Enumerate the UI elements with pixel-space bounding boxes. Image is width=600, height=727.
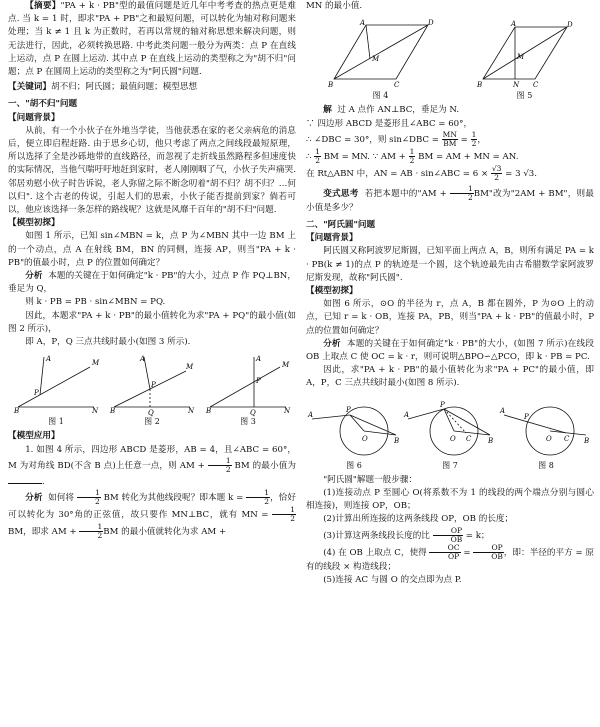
svg-text:P: P — [346, 405, 351, 414]
figure-6-caption: 图 6 — [346, 460, 362, 470]
figure-2 — [110, 353, 194, 428]
analysis-2: 分析 如何将 $\frac{1}{2}$ BM 转化为其他线段呢？即本题 k = $\frac{1}{2}$ ，恰好可以转化为 30°角的正弦值，故只要作 MN⊥BC，就有 MN = $\frac{1}{2}$ BM，即求 AM + $\frac{1}{2}$ BM 的最小值就转化为求 AM + — [8, 488, 296, 541]
svg-text:M: M — [92, 359, 100, 368]
solution-line-4: ∴ $\frac{1}{2}$ BM = MN. ∵ AM + $\frac{1}{2}$ BM = AM + MN = AN. — [306, 146, 519, 165]
svg-text:A: A — [308, 410, 314, 419]
figure-4-diagram — [326, 17, 436, 89]
section-title-apollonius: 二、"阿氏圆"问题 — [306, 220, 376, 231]
solution-line-2: ∵ 四边形 ABCD 是菱形且∠ABC = 60°， — [306, 118, 473, 129]
svg-text:P: P — [34, 389, 39, 398]
fraction-one-half: $\frac{1}{2}$ — [409, 146, 415, 165]
figure-7-caption: 图 7 — [442, 460, 458, 470]
svg-text:D: D — [427, 19, 434, 28]
figure-8-caption: 图 8 — [538, 460, 554, 470]
svg-text:M: M — [516, 53, 524, 62]
svg-text:Q: Q — [250, 409, 256, 418]
fraction-one-half: $\frac{1}{2}$ — [208, 457, 232, 474]
svg-text:A: A — [510, 20, 516, 29]
svg-text:P: P — [151, 381, 156, 390]
svg-text:B: B — [394, 436, 400, 445]
figure-3-diagram — [206, 353, 291, 418]
svg-text:P: P — [440, 400, 445, 409]
right-column — [306, 0, 594, 587]
svg-text:B: B — [327, 81, 333, 90]
mn-line: MN 的最小值. — [306, 1, 363, 11]
background-paragraph: 从前，有一个小伙子在外地当学徒，当他获悉在家的老父亲病危的消息后，便立即启程赶路. 由于思乡心切，他只考虑了两点之间线段最短原理，所以选择了全是沙砾地带的直线路径，而忽视了走折线虽然路程多但速度快的实际情况，当他气喘吁吁地赶到家时，老人刚刚咽了气，小伙子失声痛哭. 邻居劝慰小伙子时告诉说，老人弥留之际不断念叨着"胡不归？胡不归？…何以归". 这个古老的传说，引起人们的思索，小伙子能否提前到家？倘若可以，他应该选择一条怎样的路线呢？这就是风靡千百年的"胡不归"问题. — [8, 125, 296, 216]
figure-4-caption: 图 4 — [372, 91, 389, 101]
svg-text:B: B — [110, 407, 116, 416]
fraction-one-half: $\frac{1}{2}$ — [471, 129, 477, 148]
left-column — [8, 0, 296, 540]
figure-8 — [500, 395, 592, 472]
svg-text:A: A — [140, 355, 146, 364]
svg-text:O: O — [362, 434, 368, 443]
model-label: 【模型初探】 — [8, 218, 60, 229]
model-label-2: 【模型初探】 — [306, 286, 358, 297]
fraction-op-ob: $\frac{OP}{OB}$ — [473, 544, 503, 561]
keywords: 【关键词】胡不归；阿氏圆；最值问题；模型思想 — [8, 82, 198, 93]
fraction-oc-op: $\frac{OC}{OP}$ — [429, 544, 460, 561]
step-2: (2)计算出所连接的这两条线段 OP，OB 的长度； — [323, 514, 514, 525]
svg-text:M: M — [371, 55, 379, 64]
analysis-paragraph-3b: 因此，求"PA + k · PB"的最小值转化为求"PA + PC"的最小值，即 A，P，C 三点共线时最小(如图 8 所示). — [306, 365, 594, 389]
svg-text:B: B — [14, 407, 20, 416]
svg-text:N: N — [92, 407, 99, 416]
svg-text:P: P — [256, 377, 261, 386]
figures-6-8 — [306, 395, 594, 472]
svg-text:M: M — [282, 361, 290, 370]
svg-text:B: B — [206, 407, 212, 416]
svg-text:O: O — [450, 434, 456, 443]
figure-4 — [326, 17, 436, 102]
svg-text:B: B — [584, 436, 590, 445]
figure-2-diagram — [110, 353, 195, 418]
figures-4-5 — [306, 17, 594, 102]
figure-5 — [475, 17, 575, 102]
solution-line-1: 解 过 A 点作 AN⊥BC，垂足为 N. — [323, 105, 460, 116]
svg-text:A: A — [46, 355, 52, 364]
figure-3 — [206, 353, 290, 428]
figure-6-diagram — [308, 395, 400, 459]
svg-text:A: A — [404, 410, 410, 419]
problem-background-label-2: 【问题背景】 — [306, 233, 358, 244]
svg-text:C: C — [466, 434, 472, 443]
svg-text:O: O — [546, 434, 552, 443]
figure-7 — [404, 395, 496, 472]
fraction-sqrt3-2: $\frac{√3}{2}$ — [491, 163, 502, 182]
model-paragraph: 如图 1 所示，已知 sin∠MBN = k，点 P 为∠MBN 其中一边 BM 上的一个动点，点 A 在射线 BM，BN 的同侧，连接 AP，则当"PA + k · PB"的值最小时，点 P 的位置如何确定？ — [8, 231, 296, 268]
analysis-line-d: 即 A，P，Q 三点共线时最小(如图 3 所示). — [25, 337, 191, 348]
figure-8-diagram — [500, 395, 592, 459]
svg-text:A: A — [500, 406, 506, 415]
svg-text:M: M — [186, 363, 194, 372]
svg-text:N: N — [284, 407, 291, 416]
solution-line-5: 在 Rt△ABN 中，AN = AB · sin∠ABC = 6 × $\frac{√3}{2}$ = 3 √3. — [306, 163, 537, 182]
svg-text:P: P — [524, 412, 529, 421]
analysis-line-b: 则 k · PB = PB · sin∠MBN = PQ. — [25, 297, 166, 308]
fraction-mn-bm: $\frac{MN}{BM}$ — [442, 129, 457, 148]
svg-text:A: A — [256, 355, 262, 364]
steps-title: "阿氏圆"解题一般步骤： — [323, 474, 418, 485]
fraction-op-ob: $\frac{OP}{OB}$ — [433, 527, 463, 544]
figure-5-caption: 图 5 — [516, 91, 533, 101]
svg-text:A: A — [359, 19, 365, 28]
figure-3-caption: 图 3 — [240, 417, 256, 427]
variant-thinking: 变式思考 若把本题中的"AM + $\frac{1}{2}$ BM"改为"2AM + BM"，则最小值是多少？ — [306, 183, 594, 213]
figure-1 — [14, 353, 98, 428]
figure-7-diagram — [404, 395, 496, 459]
fraction-one-half: $\frac{1}{2}$ — [272, 506, 296, 523]
svg-text:N: N — [188, 407, 195, 416]
figures-1-3 — [8, 353, 296, 428]
svg-text:C: C — [532, 81, 538, 90]
model-application-label: 【模型应用】 — [8, 431, 60, 442]
step-1: (1)连接动点 P 至圆心 O(将系数不为 1 的线段的两个端点分别与圆心相连接)，则连接 OP，OB； — [306, 488, 594, 512]
step-4: (4) 在 OB 上取点 C，使得 $\frac{OC}{OP}$ = $\frac{OP}{OB}$ ，即：半径的平方 = 原有的线段 × 构造线段； — [306, 542, 594, 572]
svg-text:D: D — [566, 21, 573, 30]
svg-text:Q: Q — [148, 409, 154, 418]
figure-2-caption: 图 2 — [144, 417, 160, 427]
model-paragraph-2: 如图 6 所示，⊙O 的半径为 r，点 A，B 都在圆外，P 为⊙O 上的动点，已知 r = k · OB，连接 PA，PB，则当"PA + k · PB"的值最小时，P 点的位置如何确定？ — [306, 299, 594, 336]
section-title-hubugui: 一、"胡不归"问题 — [8, 99, 78, 110]
svg-text:N: N — [512, 81, 519, 90]
fraction-one-half: $\frac{1}{2}$ — [450, 185, 474, 202]
answer-blank — [8, 474, 42, 484]
step-3: (3)计算这两条线段长度的比 $\frac{OP}{OB}$ = k； — [323, 525, 490, 544]
fraction-one-half: $\frac{1}{2}$ — [77, 489, 101, 506]
svg-text:C: C — [564, 434, 570, 443]
application-problem: 1. 如图 4 所示，四边形 ABCD 是菱形，AB = 4，且∠ABC = 60°，M 为对角线 BD(不含 B 点)上任意一点，则 AM + $\frac{1}{2}$ BM 的最小值为 . — [8, 444, 297, 487]
figure-1-diagram — [14, 353, 98, 415]
figure-5-diagram — [475, 17, 575, 89]
fraction-one-half: $\frac{1}{2}$ — [315, 146, 320, 165]
abstract: 【摘要】"PA + k · PB"型的最值问题是近几年中考考查的热点更是难点. 当 k = 1 时，即求"PA + PB"之和最短问题，可以转化为轴对称问题来处理；当 k ≠ 1 且 k 为正数时，若再以常规的轴对称思想来解决问题，则无法进行，因此，必须转换思路. 中考此类问题一般分为两类：点 P 在直线上运动，点 P 在圆上运动. 其中点 P 在直线上运动的类型称之为"胡不归"问题；点 P 在圆周上运动的类型称之为"阿氏圆"问题. — [8, 1, 296, 78]
background-paragraph-2: 阿氏圆又称阿波罗尼斯圆，已知平面上两点 A，B，则所有满足 PA = k · PB(k ≠ 1)的点 P 的轨迹是一个圆，这个轨迹最先由古希腊数学家阿波罗尼斯发现，故称"阿氏圆". — [306, 246, 594, 283]
analysis-line-c: 因此，本题求"PA + k · PB"的最小值转化为求"PA + PQ"的最小值(如图 2 所示)， — [8, 310, 296, 334]
svg-text:B: B — [488, 436, 494, 445]
problem-background-label: 【问题背景】 — [8, 112, 60, 123]
fraction-one-half: $\frac{1}{2}$ — [246, 489, 270, 506]
solution-line-3: ∴ ∠DBC = 30°，则 sin∠DBC = $\frac{MN}{BM}$ = $\frac{1}{2}$ ， — [306, 129, 486, 148]
step-5: (5)连接 AC 与圆 O 的交点即为点 P. — [323, 574, 462, 585]
svg-text:C: C — [393, 81, 399, 90]
svg-text:B: B — [476, 81, 482, 90]
figure-6 — [308, 395, 400, 472]
fraction-one-half: $\frac{1}{2}$ — [79, 523, 103, 540]
analysis-paragraph: 分析 本题的关键在于如何确定"k · PB"的大小，过点 P 作 PQ⊥BN，垂足为 Q， — [8, 271, 296, 295]
analysis-paragraph-3: 分析 本题的关键在于如何确定"k · PB"的大小，(如图 7 所示)在线段 OB 上取点 C 使 OC = k · r，则可说明△BPO∽△PCO，即 k · PB = PC. — [306, 338, 594, 363]
figure-1-caption: 图 1 — [48, 417, 64, 427]
